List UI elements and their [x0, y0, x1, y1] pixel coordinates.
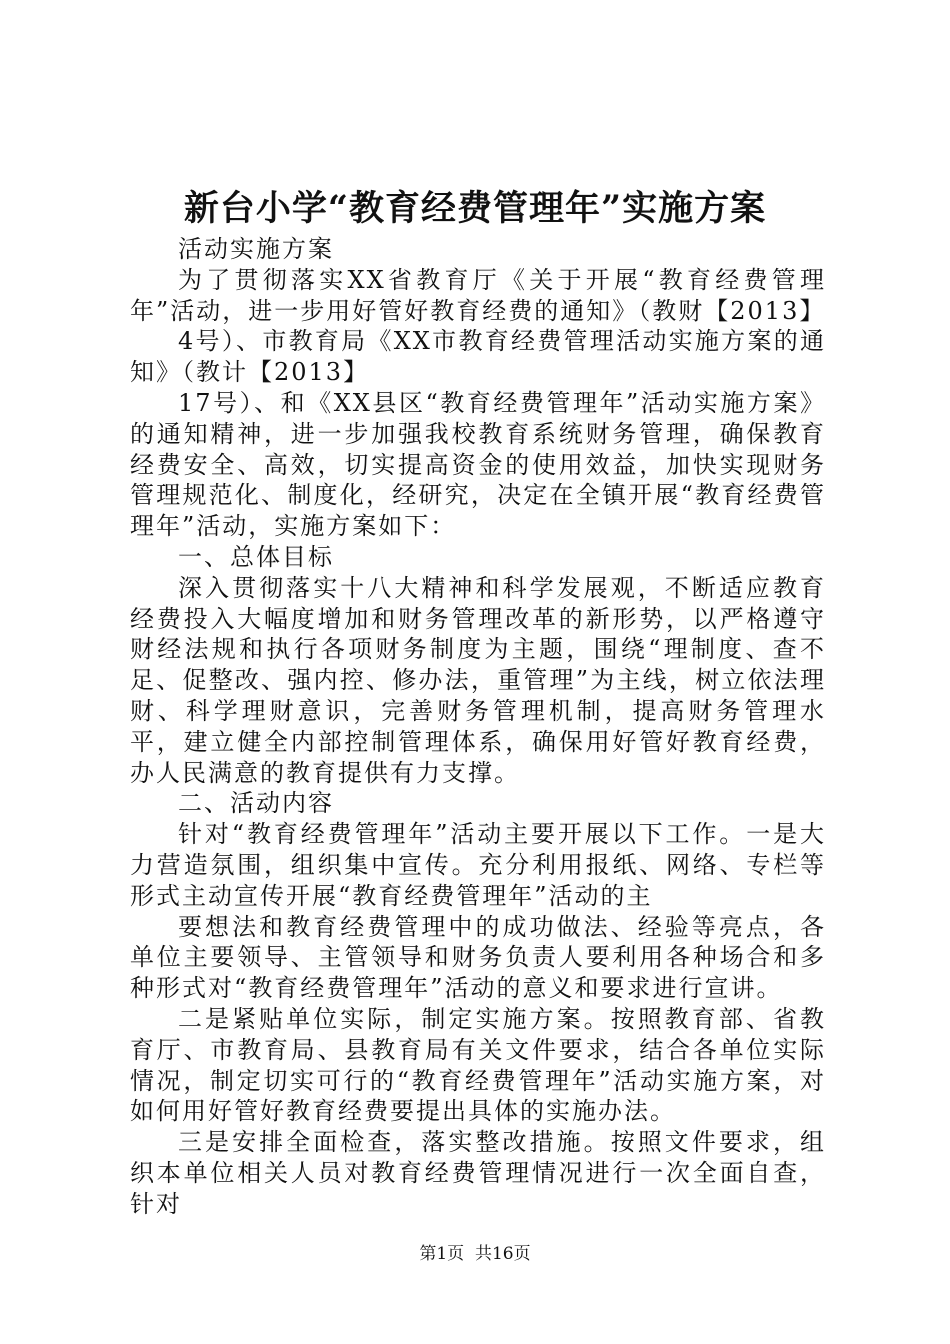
paragraph: 针对“教育经费管理年”活动主要开展以下工作。一是大力营造氛围，组织集中宣传。充分利用报纸、网络、专栏等形式主动宣传开展“教育经费管理年”活动的主: [130, 820, 826, 910]
section-heading: 一、总体目标: [178, 542, 334, 571]
document-title: 新台小学“教育经费管理年”实施方案: [183, 188, 767, 229]
paragraph: 三是安排全面检查，落实整改措施。按照文件要求，组织本单位相关人员对教育经费管理情况进行一次全面自查，针对: [130, 1128, 826, 1218]
paragraph: 深入贯彻落实十八大精神和科学发展观，不断适应教育经费投入大幅度增加和财务管理改革的新形势，以严格遵守财经法规和执行各项财务制度为主题，围绕“理制度、查不足、促整改、强内控、修办法，重管理”为主线，树立依法理财、科学理财意识，完善财务管理机制，提高财务管理水平，建立健全内部控制管理体系，确保用好管好教育经费，办人民满意的教育提供有力支撑。: [130, 573, 826, 787]
page-footer: 第1页 共16页: [419, 1244, 531, 1264]
paragraph: 为了贯彻落实XX省教育厅《关于开展“教育经费管理年”活动，进一步用好管好教育经费的通知》（教财【2013】: [130, 265, 826, 325]
section-heading: 二、活动内容: [178, 789, 334, 818]
paragraph: 17号）、和《XX县区“教育经费管理年”活动实施方案》的通知精神，进一步加强我校教育系统财务管理，确保教育经费安全、高效，切实提高资金的使用效益，加快实现财务管理规范化、制度化，经研究，决定在全镇开展“教育经费管理年”活动，实施方案如下：: [130, 388, 826, 541]
paragraph: 要想法和教育经费管理中的成功做法、经验等亮点，各单位主要领导、主管领导和财务负责人要利用各种场合和多种形式对“教育经费管理年”活动的意义和要求进行宣讲。: [130, 912, 826, 1003]
document-body: [130, 234, 826, 1220]
paragraph: 二是紧贴单位实际，制定实施方案。按照教育部、省教育厅、市教育局、县教育局有关文件要求，结合各单位实际情况，制定切实可行的“教育经费管理年”活动实施方案，对如何用好管好教育经费要提出具体的实施办法。: [130, 1004, 826, 1126]
paragraph: 活动实施方案: [178, 235, 334, 263]
paragraph: 4号）、市教育局《XX市教育经费管理活动实施方案的通知》（教计【2013】: [130, 327, 826, 387]
